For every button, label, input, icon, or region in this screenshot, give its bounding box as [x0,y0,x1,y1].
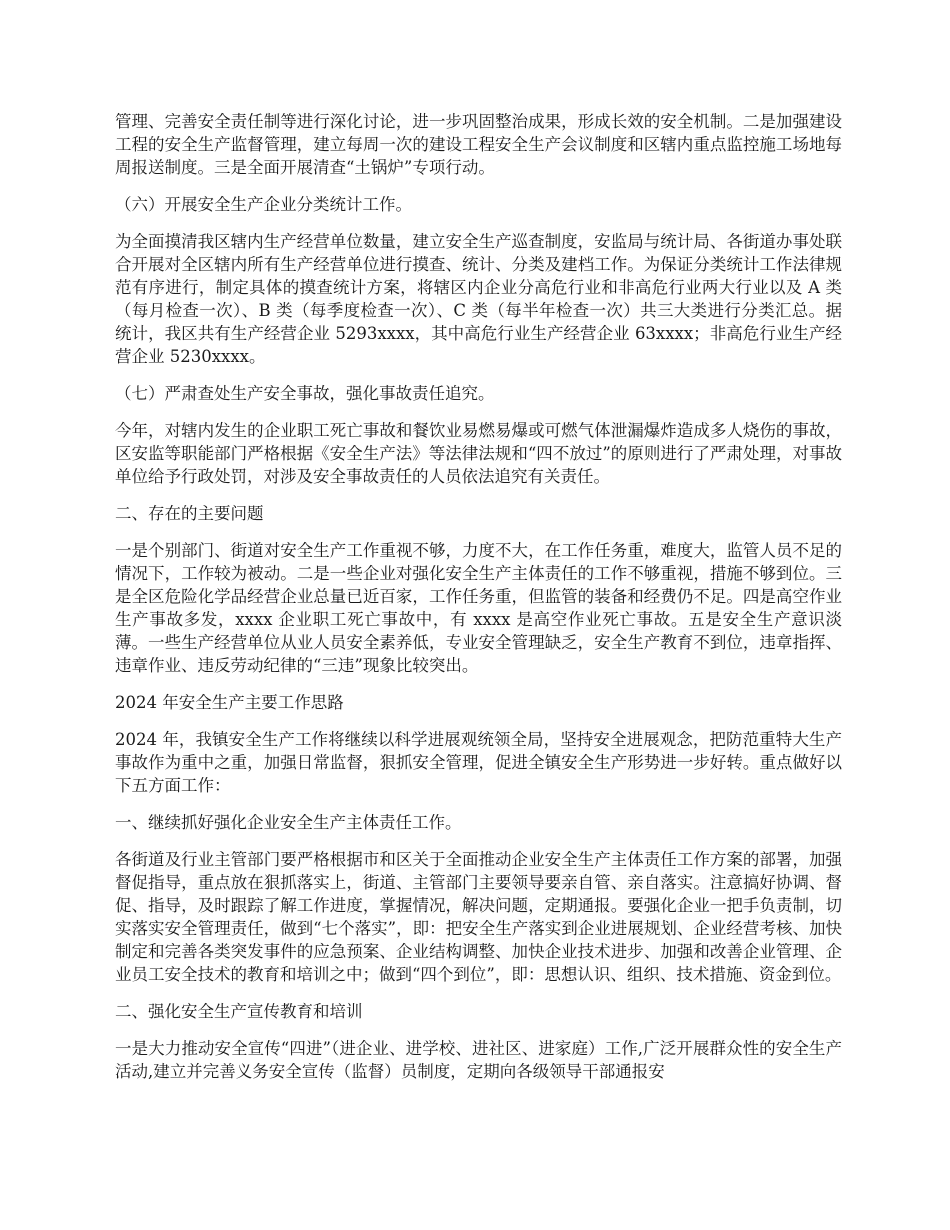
heading-section-6: （六）开展安全生产企业分类统计工作。 [115,195,412,214]
heading-item-1: 一、继续抓好强化企业安全生产主体责任工作。 [115,813,462,832]
paragraph-5: 2024 年，我镇安全生产工作将继续以科学进展观统领全局，坚持安全进展观念，把防范重特大生产事故作为重中之重，加强日常监督，狠抓安全管理，促进全镇安全生产形势进一步好转。重点做好以下五方面工作： [115,730,842,795]
paragraph-4: 一是个别部门、街道对安全生产工作重视不够，力度不大，在工作任务重，难度大，监管人员不足的情况下，工作较为被动。二是一些企业对强化安全生产主体责任的工作不够重视，措施不够到位。三是全区危险化学品经营企业总量已近百家，工作任务重，但监管的装备和经费仍不足。四是高空作业生产事故多发，xxxx 企业职工死亡事故中，有 xxxx 是高空作业死亡事故。五是安全生产意识淡薄。一些生产经营单位从业人员安全素养低，专业安全管理缺乏，安全生产教育不到位，违章指挥、违章作业、违反劳动纪律的“三违”现象比较突出。 [115,541,842,675]
paragraph-6: 各街道及行业主管部门要严格根据市和区关于全面推动企业安全生产主体责任工作方案的部署，加强督促指导，重点放在狠抓落实上，街道、主管部门主要领导要亲自管、亲自落实。注意搞好协调、督促、指导，及时跟踪了解工作进度，掌握情况，解决问题，定期通报。要强化企业一把手负责制，切实落实安全管理责任，做到“七个落实”，即：把安全生产落实到企业进展规划、企业经营考核、加快制定和完善各类突发事件的应急预案、企业结构调整、加快企业技术进步、加强和改善企业管理、企业员工安全技术的教育和培训之中；做到“四个到位”，即：思想认识、组织、技术措施、资金到位。 [115,850,842,984]
heading-item-2: 二、强化安全生产宣传教育和培训 [115,1002,363,1021]
paragraph-2: 为全面摸清我区辖内生产经营单位数量，建立安全生产巡查制度，安监局与统计局、各街道办事处联合开展对全区辖内所有生产经营单位进行摸查、统计、分类及建档工作。为保证分类统计工作法律规范有序进行，制定具体的摸查统计方案，将辖区内企业分高危行业和非高危行业两大行业以及 A 类（每月检查一次）、B 类（每季度检查一次）、C 类（每半年检查一次）共三大类进行分类汇总。据统计，我区共有生产经营企业 5293xxxx，其中高危行业生产经营企业 63xxxx；非高危行业生产经营企业 5230xxxx。 [115,232,842,366]
paragraph-7: 一是大力推动安全宣传“四进”（进企业、进学校、进社区、进家庭）工作,广泛开展群众性的安全生产活动,建立并完善义务安全宣传（监督）员制度，定期向各级领导干部通报安 [115,1039,842,1081]
paragraph-3: 今年，对辖内发生的企业职工死亡事故和餐饮业易燃易爆或可燃气体泄漏爆炸造成多人烧伤的事故，区安监等职能部门严格根据《安全生产法》等法律法规和“四不放过”的原则进行了严肃处理，对事故单位给予行政处罚，对涉及安全事故责任的人员依法追究有关责任。 [115,421,842,486]
heading-work-ideas: 2024 年安全生产主要工作思路 [115,693,344,712]
paragraph-1: 管理、完善安全责任制等进行深化讨论，进一步巩固整治成果，形成长效的安全机制。二是加强建设工程的安全生产监督管理，建立每周一次的建设工程安全生产会议制度和区辖内重点监控施工场地每周报送制度。三是全面开展清查“土锅炉”专项行动。 [115,112,842,177]
heading-section-7: （七）严肃查处生产安全事故，强化事故责任追究。 [115,384,495,403]
heading-main-problems: 二、存在的主要问题 [115,504,264,523]
